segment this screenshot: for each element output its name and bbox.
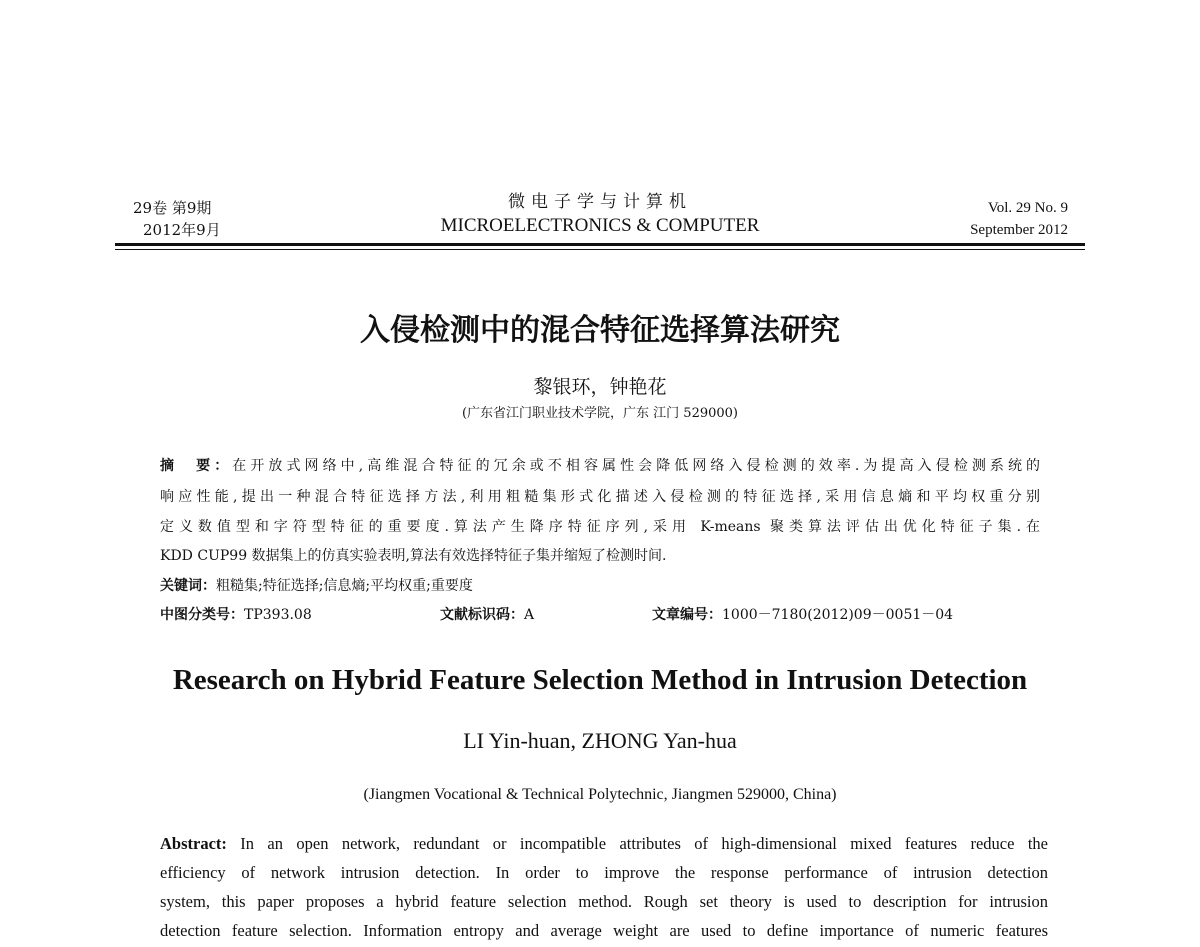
- abstract-cn-line: 定义数值型和字符型特征的重要度.算法产生降序特征序列,采用 K-means 聚类算法评估出优化特征子集.在: [160, 519, 1040, 535]
- abstract-cn-text: 在开放式网络中,高维混合特征的冗余或不相容属性会降低网络入侵检测的效率.为提高入侵检测系统的: [232, 458, 1041, 474]
- abstract-cn-line: KDD CUP99 数据集上的仿真实验表明,算法有效选择特征子集并缩短了检测时间.: [160, 548, 667, 564]
- journal-name-cn: 微电子学与计算机: [508, 192, 692, 212]
- abstract-cn-label: 摘 要：: [160, 458, 233, 474]
- date-cn: 2012年9月: [143, 221, 221, 239]
- article-number: [652, 604, 953, 624]
- doc-code: [440, 604, 534, 624]
- authors-cn: 黎银环，钟艳花: [533, 376, 667, 398]
- abstract-en-line: efficiency of network intrusion detection. In order to improve the response performance of intrusion detection: [160, 863, 1048, 882]
- abstract-cn-line: 响应性能,提出一种混合特征选择方法,利用粗糙集形式化描述入侵检测的特征选择,采用信息熵和平均权重分别: [160, 489, 1040, 505]
- abstract-en-label: Abstract:: [160, 834, 227, 853]
- issue-info-cn: [133, 197, 221, 241]
- paper-title-en: Research on Hybrid Feature Selection Method in Intrusion Detection: [172, 664, 1028, 696]
- issue-info-en: [970, 197, 1068, 241]
- header-rule-thick: [115, 243, 1085, 246]
- header-rule-thin: [115, 249, 1085, 250]
- clc-value: TP393.08: [244, 607, 312, 623]
- volume-issue-en: Vol. 29 No. 9: [987, 200, 1068, 216]
- paper-title-cn: 入侵检测中的混合特征选择算法研究: [360, 313, 840, 348]
- abstract-en-line: detection feature selection. Information entropy and average weight are used to define importance of numeric features: [160, 921, 1048, 940]
- journal-name-en: MICROELECTRONICS & COMPUTER: [440, 215, 760, 236]
- affiliation-en: (Jiangmen Vocational & Technical Polytechnic, Jiangmen 529000, China): [363, 786, 837, 803]
- affiliation-cn: (广东省江门职业技术学院，广东 江门 529000): [461, 406, 739, 421]
- clc-label: 中图分类号：: [160, 607, 244, 623]
- keywords-cn: [160, 575, 1040, 595]
- journal-name: [300, 190, 900, 238]
- date-en: September 2012: [970, 222, 1068, 238]
- article-number-label: 文章编号：: [652, 607, 722, 623]
- doc-code-label: 文献标识码：: [440, 607, 524, 623]
- article-number-value: 1000－7180(2012)09－0051－04: [722, 607, 954, 623]
- volume-issue-cn: 29卷 第9期: [133, 199, 212, 217]
- keywords-label: 关键词：: [160, 578, 216, 594]
- abstract-en-line: system, this paper proposes a hybrid feature selection method. Rough set theory is used to description for intrusion: [160, 892, 1048, 911]
- authors-en: LI Yin-huan, ZHONG Yan-hua: [463, 728, 737, 753]
- abstract-en-line: [160, 834, 1048, 854]
- keywords-value: 粗糙集;特征选择;信息熵;平均权重;重要度: [216, 578, 473, 594]
- classification-row: [160, 604, 312, 624]
- abstract-cn-line: [160, 455, 1040, 475]
- abstract-en-text: In an open network, redundant or incompatible attributes of high-dimensional mixed features reduce the: [226, 834, 1048, 853]
- doc-code-value: A: [524, 607, 535, 623]
